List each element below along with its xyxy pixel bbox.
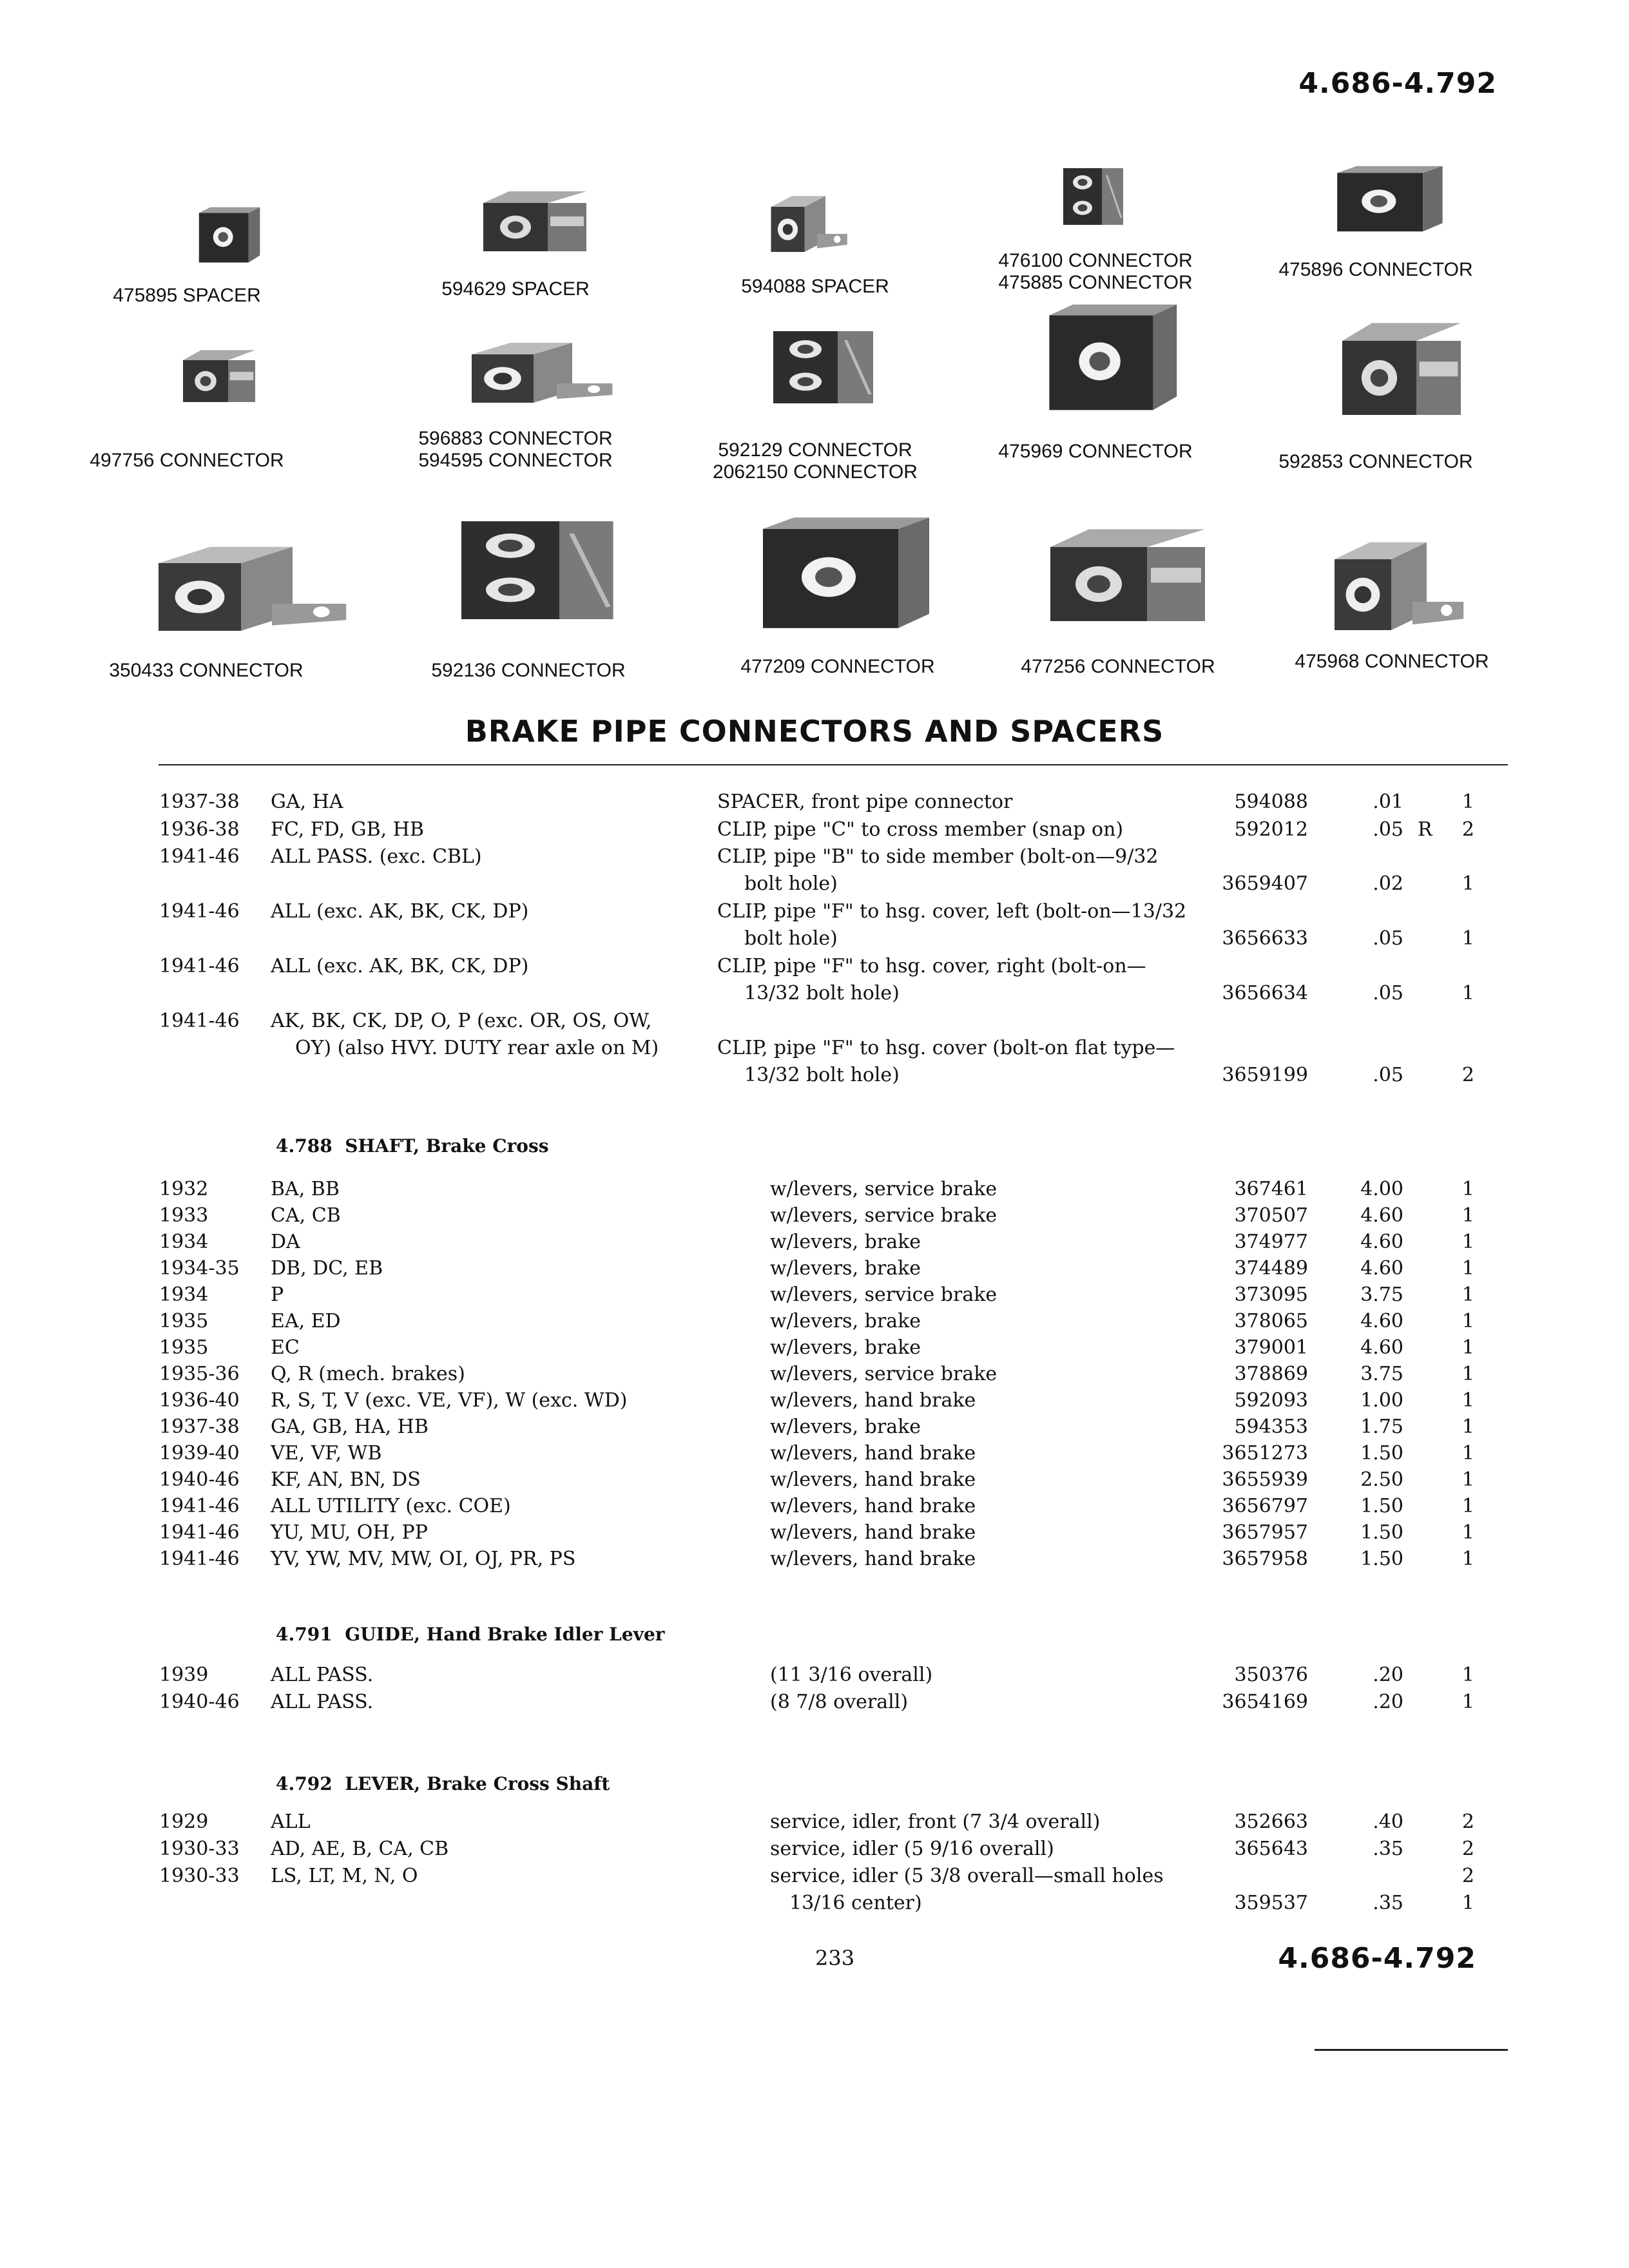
caption-line: 475968 CONNECTOR bbox=[1295, 651, 1489, 672]
row-models: Q, R (mech. brakes) bbox=[271, 1363, 465, 1385]
row-models: BA, BB bbox=[271, 1178, 340, 1200]
connector-photo bbox=[174, 335, 264, 419]
row-models: ALL (exc. AK, BK, CK, DP) bbox=[271, 900, 529, 923]
row-description: service, idler (5 9/16 overall) bbox=[770, 1838, 1054, 1860]
row-price: .35 bbox=[1373, 1838, 1403, 1860]
row-part-number: 374489 bbox=[1234, 1257, 1308, 1280]
row-part-number: 379001 bbox=[1234, 1336, 1308, 1359]
row-qty: 2 bbox=[1461, 1865, 1474, 1887]
row-part-number: 592093 bbox=[1234, 1389, 1308, 1412]
row-years: 1930-33 bbox=[159, 1838, 240, 1860]
row-models: R, S, T, V (exc. VE, VF), W (exc. WD) bbox=[271, 1389, 628, 1412]
row-price: 1.50 bbox=[1360, 1521, 1403, 1544]
connector-photo bbox=[741, 322, 902, 412]
section-heading bbox=[276, 1135, 549, 1157]
row-part-number: 3657957 bbox=[1222, 1521, 1308, 1544]
connector-photo bbox=[767, 171, 851, 261]
row-models: LS, LT, M, N, O bbox=[271, 1865, 418, 1887]
row-price: 1.75 bbox=[1360, 1416, 1403, 1438]
row-part-number: 3654169 bbox=[1222, 1691, 1308, 1713]
row-years: 1941-46 bbox=[159, 900, 240, 923]
title-rule bbox=[159, 764, 1508, 765]
row-price: .05 bbox=[1373, 818, 1403, 841]
photo-caption bbox=[58, 660, 354, 682]
row-part-number: 359537 bbox=[1234, 1892, 1308, 1914]
row-part-number: 3657958 bbox=[1222, 1548, 1308, 1570]
row-description: w/levers, hand brake bbox=[770, 1495, 976, 1517]
row-part-number: 3651273 bbox=[1222, 1442, 1308, 1465]
connector-photo bbox=[1031, 503, 1224, 651]
row-models: FC, FD, GB, HB bbox=[271, 818, 424, 841]
row-description: CLIP, pipe "C" to cross member (snap on) bbox=[717, 818, 1124, 841]
section-code: 4.788 bbox=[276, 1135, 333, 1157]
row-part-number: 3659199 bbox=[1222, 1064, 1308, 1086]
row-part-number: 3659407 bbox=[1222, 872, 1308, 895]
caption-line: 475895 SPACER bbox=[113, 285, 261, 306]
row-models: GA, GB, HA, HB bbox=[271, 1416, 429, 1438]
row-part-number: 374977 bbox=[1234, 1231, 1308, 1253]
row-years: 1934 bbox=[159, 1283, 209, 1306]
connector-photo bbox=[747, 509, 941, 651]
row-models: ALL UTILITY (exc. COE) bbox=[271, 1495, 511, 1517]
caption-line: 497756 CONNECTOR bbox=[90, 450, 284, 471]
row-years: 1936-38 bbox=[159, 818, 240, 841]
page-range-top: 4.686-4.792 bbox=[1298, 67, 1497, 100]
photo-caption bbox=[1228, 259, 1524, 281]
row-years: 1940-46 bbox=[159, 1468, 240, 1491]
row-part-number: 3656634 bbox=[1222, 982, 1308, 1004]
page-number: 233 bbox=[815, 1946, 855, 1970]
row-price: 4.00 bbox=[1360, 1178, 1403, 1200]
caption-line: 475969 CONNECTOR bbox=[998, 441, 1193, 462]
caption-line: 594595 CONNECTOR bbox=[418, 450, 613, 471]
row-price: 1.50 bbox=[1360, 1442, 1403, 1465]
row-models: OY) (also HVY. DUTY rear axle on M) bbox=[295, 1037, 659, 1059]
row-description: SPACER, front pipe connector bbox=[717, 791, 1013, 813]
row-description: w/levers, hand brake bbox=[770, 1442, 976, 1465]
row-price: .05 bbox=[1373, 927, 1403, 950]
row-price: .40 bbox=[1373, 1811, 1403, 1833]
row-price: .05 bbox=[1373, 982, 1403, 1004]
row-years: 1934-35 bbox=[159, 1257, 240, 1280]
row-price: 4.60 bbox=[1360, 1336, 1403, 1359]
caption-line: 592136 CONNECTOR bbox=[431, 660, 626, 681]
row-price: 1.50 bbox=[1360, 1548, 1403, 1570]
row-description: w/levers, brake bbox=[770, 1336, 921, 1359]
row-qty: 1 bbox=[1461, 1336, 1474, 1359]
row-part-number: 378065 bbox=[1234, 1310, 1308, 1332]
row-qty: 2 bbox=[1461, 1064, 1474, 1086]
row-description: w/levers, hand brake bbox=[770, 1521, 976, 1544]
section-title: SHAFT, Brake Cross bbox=[345, 1135, 549, 1157]
row-part-number: 3656633 bbox=[1222, 927, 1308, 950]
row-years: 1935 bbox=[159, 1336, 209, 1359]
row-description: (11 3/16 overall) bbox=[770, 1664, 933, 1686]
connector-photo bbox=[193, 203, 264, 274]
row-years: 1941-46 bbox=[159, 845, 240, 868]
connector-photo bbox=[412, 509, 657, 631]
row-description: bolt hole) bbox=[744, 872, 838, 895]
row-years: 1937-38 bbox=[159, 791, 240, 813]
row-qty: 1 bbox=[1461, 1495, 1474, 1517]
row-qty: 1 bbox=[1461, 1442, 1474, 1465]
row-models: ALL bbox=[271, 1811, 311, 1833]
row-qty: 1 bbox=[1461, 1310, 1474, 1332]
caption-line: 476100 CONNECTOR bbox=[998, 250, 1193, 271]
row-models: CA, CB bbox=[271, 1204, 341, 1227]
row-qty: 1 bbox=[1461, 1363, 1474, 1385]
row-years: 1932 bbox=[159, 1178, 209, 1200]
row-description: w/levers, service brake bbox=[770, 1204, 998, 1227]
row-price: .05 bbox=[1373, 1064, 1403, 1086]
row-description: 13/32 bolt hole) bbox=[744, 1064, 900, 1086]
caption-line: 592129 CONNECTOR bbox=[718, 439, 912, 461]
row-price: .20 bbox=[1373, 1664, 1403, 1686]
row-part-number: 594353 bbox=[1234, 1416, 1308, 1438]
row-description: w/levers, brake bbox=[770, 1416, 921, 1438]
row-qty: 1 bbox=[1461, 1664, 1474, 1686]
row-price: 4.60 bbox=[1360, 1231, 1403, 1253]
row-models: P bbox=[271, 1283, 284, 1306]
photo-caption bbox=[947, 441, 1244, 463]
photo-caption bbox=[39, 450, 335, 472]
photo-caption bbox=[367, 428, 664, 472]
caption-line: 596883 CONNECTOR bbox=[418, 428, 613, 449]
row-models: DB, DC, EB bbox=[271, 1257, 383, 1280]
row-years: 1941-46 bbox=[159, 1521, 240, 1544]
row-description: bolt hole) bbox=[744, 927, 838, 950]
connector-photo bbox=[464, 316, 619, 412]
row-qty: 1 bbox=[1461, 927, 1474, 950]
caption-line: 350433 CONNECTOR bbox=[109, 660, 304, 681]
row-part-number: 3656797 bbox=[1222, 1495, 1308, 1517]
connector-photo bbox=[470, 174, 599, 271]
photo-caption bbox=[667, 276, 963, 298]
row-models: YV, YW, MV, MW, OI, OJ, PR, PS bbox=[271, 1548, 576, 1570]
photo-caption bbox=[667, 439, 963, 483]
section-heading bbox=[276, 1773, 610, 1794]
connector-photo bbox=[1327, 296, 1476, 445]
row-description: service, idler, front (7 3/4 overall) bbox=[770, 1811, 1101, 1833]
row-models: AD, AE, B, CA, CB bbox=[271, 1838, 449, 1860]
row-years: 1941-46 bbox=[159, 1548, 240, 1570]
photo-caption bbox=[39, 285, 335, 307]
row-price: 3.75 bbox=[1360, 1363, 1403, 1385]
row-models: YU, MU, OH, PP bbox=[271, 1521, 428, 1544]
row-description: (8 7/8 overall) bbox=[770, 1691, 909, 1713]
row-description: CLIP, pipe "B" to side member (bolt-on—9/32 bbox=[717, 845, 1159, 868]
row-part-number: 373095 bbox=[1234, 1283, 1308, 1306]
row-part-number: 3655939 bbox=[1222, 1468, 1308, 1491]
page-range-bottom: 4.686-4.792 bbox=[1278, 1942, 1476, 1975]
photo-caption bbox=[380, 660, 677, 682]
row-price: .20 bbox=[1373, 1691, 1403, 1713]
row-models: ALL PASS. bbox=[271, 1691, 374, 1713]
row-description: w/levers, hand brake bbox=[770, 1548, 976, 1570]
row-qty: 2 bbox=[1461, 1838, 1474, 1860]
row-description: w/levers, hand brake bbox=[770, 1468, 976, 1491]
row-price: 1.00 bbox=[1360, 1389, 1403, 1412]
row-price: 4.60 bbox=[1360, 1310, 1403, 1332]
row-models: KF, AN, BN, DS bbox=[271, 1468, 421, 1491]
row-price: 3.75 bbox=[1360, 1283, 1403, 1306]
row-qty: 1 bbox=[1461, 872, 1474, 895]
row-part-number: 592012 bbox=[1234, 818, 1308, 841]
section-title: LEVER, Brake Cross Shaft bbox=[345, 1773, 610, 1794]
main-title: BRAKE PIPE CONNECTORS AND SPACERS bbox=[465, 714, 1164, 749]
row-qty: 1 bbox=[1461, 1892, 1474, 1914]
row-qty: 1 bbox=[1461, 1257, 1474, 1280]
row-description: w/levers, service brake bbox=[770, 1283, 998, 1306]
row-part-number: 350376 bbox=[1234, 1664, 1308, 1686]
row-description: service, idler (5 3/8 overall—small holes bbox=[770, 1865, 1164, 1887]
row-price: 4.60 bbox=[1360, 1204, 1403, 1227]
caption-line: 475896 CONNECTOR bbox=[1278, 259, 1473, 280]
row-part-number: 370507 bbox=[1234, 1204, 1308, 1227]
row-qty: 1 bbox=[1461, 1416, 1474, 1438]
section-heading bbox=[276, 1624, 665, 1645]
row-price: .01 bbox=[1373, 791, 1403, 813]
row-part-number: 365643 bbox=[1234, 1838, 1308, 1860]
row-models: ALL PASS. (exc. CBL) bbox=[271, 845, 482, 868]
row-models: DA bbox=[271, 1231, 300, 1253]
caption-line: 594629 SPACER bbox=[441, 278, 590, 300]
section-code: 4.791 bbox=[276, 1624, 333, 1645]
row-qty: 1 bbox=[1461, 1178, 1474, 1200]
caption-line: 592853 CONNECTOR bbox=[1278, 451, 1473, 472]
photo-caption bbox=[367, 278, 664, 300]
row-models: VE, VF, WB bbox=[271, 1442, 382, 1465]
row-price: 2.50 bbox=[1360, 1468, 1403, 1491]
photo-caption bbox=[1244, 651, 1540, 673]
row-years: 1939-40 bbox=[159, 1442, 240, 1465]
row-years: 1941-46 bbox=[159, 1010, 240, 1032]
row-description: 13/32 bolt hole) bbox=[744, 982, 900, 1004]
row-qty: 1 bbox=[1461, 1521, 1474, 1544]
row-description: CLIP, pipe "F" to hsg. cover, left (bolt-on—13/32 bbox=[717, 900, 1187, 923]
row-description: CLIP, pipe "F" to hsg. cover (bolt-on flat type— bbox=[717, 1037, 1175, 1059]
row-years: 1936-40 bbox=[159, 1389, 240, 1412]
row-part-number: 367461 bbox=[1234, 1178, 1308, 1200]
row-years: 1940-46 bbox=[159, 1691, 240, 1713]
row-years: 1934 bbox=[159, 1231, 209, 1253]
row-years: 1935-36 bbox=[159, 1363, 240, 1385]
caption-line: 477256 CONNECTOR bbox=[1021, 656, 1215, 677]
row-years: 1929 bbox=[159, 1811, 209, 1833]
row-qty: 2 bbox=[1461, 818, 1474, 841]
photo-caption bbox=[970, 656, 1266, 678]
row-models: EC bbox=[271, 1336, 300, 1359]
row-flag: R bbox=[1418, 818, 1432, 841]
photo-caption bbox=[1228, 451, 1524, 473]
row-models: ALL (exc. AK, BK, CK, DP) bbox=[271, 955, 529, 977]
caption-line: 2062150 CONNECTOR bbox=[713, 461, 918, 483]
row-models: ALL PASS. bbox=[271, 1664, 374, 1686]
row-years: 1930-33 bbox=[159, 1865, 240, 1887]
row-qty: 2 bbox=[1461, 1811, 1474, 1833]
caption-line: 475885 CONNECTOR bbox=[998, 272, 1193, 293]
footer-rule bbox=[1315, 2049, 1508, 2051]
row-qty: 1 bbox=[1461, 791, 1474, 813]
row-years: 1941-46 bbox=[159, 1495, 240, 1517]
row-qty: 1 bbox=[1461, 1548, 1474, 1570]
row-years: 1939 bbox=[159, 1664, 209, 1686]
row-description: w/levers, service brake bbox=[770, 1178, 998, 1200]
row-qty: 1 bbox=[1461, 1389, 1474, 1412]
row-price: 4.60 bbox=[1360, 1257, 1403, 1280]
row-description: CLIP, pipe "F" to hsg. cover, right (bolt-on— bbox=[717, 955, 1146, 977]
row-description: w/levers, service brake bbox=[770, 1363, 998, 1385]
row-qty: 1 bbox=[1461, 1468, 1474, 1491]
row-years: 1941-46 bbox=[159, 955, 240, 977]
connector-photo bbox=[1327, 503, 1469, 644]
section-title: GUIDE, Hand Brake Idler Lever bbox=[345, 1624, 665, 1645]
row-years: 1933 bbox=[159, 1204, 209, 1227]
row-models: AK, BK, CK, DP, O, P (exc. OR, OS, OW, bbox=[271, 1010, 652, 1032]
photo-caption bbox=[947, 250, 1244, 294]
row-qty: 1 bbox=[1461, 1204, 1474, 1227]
row-qty: 1 bbox=[1461, 1283, 1474, 1306]
caption-line: 594088 SPACER bbox=[741, 276, 889, 297]
row-part-number: 378869 bbox=[1234, 1363, 1308, 1385]
row-price: .35 bbox=[1373, 1892, 1403, 1914]
connector-photo bbox=[148, 509, 354, 644]
row-qty: 1 bbox=[1461, 1691, 1474, 1713]
connector-photo bbox=[1327, 161, 1450, 245]
caption-line: 477209 CONNECTOR bbox=[740, 656, 935, 677]
photo-caption bbox=[689, 656, 986, 678]
row-years: 1935 bbox=[159, 1310, 209, 1332]
connector-photo bbox=[1044, 161, 1141, 232]
row-qty: 1 bbox=[1461, 1231, 1474, 1253]
connector-photo bbox=[1037, 296, 1186, 432]
row-price: 1.50 bbox=[1360, 1495, 1403, 1517]
row-description: w/levers, hand brake bbox=[770, 1389, 976, 1412]
row-qty: 1 bbox=[1461, 982, 1474, 1004]
row-description: w/levers, brake bbox=[770, 1310, 921, 1332]
row-part-number: 352663 bbox=[1234, 1811, 1308, 1833]
row-models: EA, ED bbox=[271, 1310, 341, 1332]
row-years: 1937-38 bbox=[159, 1416, 240, 1438]
section-code: 4.792 bbox=[276, 1773, 333, 1794]
row-models: GA, HA bbox=[271, 791, 343, 813]
row-price: .02 bbox=[1373, 872, 1403, 895]
row-description: w/levers, brake bbox=[770, 1231, 921, 1253]
row-description: 13/16 center) bbox=[789, 1892, 922, 1914]
row-part-number: 594088 bbox=[1234, 791, 1308, 813]
row-description: w/levers, brake bbox=[770, 1257, 921, 1280]
